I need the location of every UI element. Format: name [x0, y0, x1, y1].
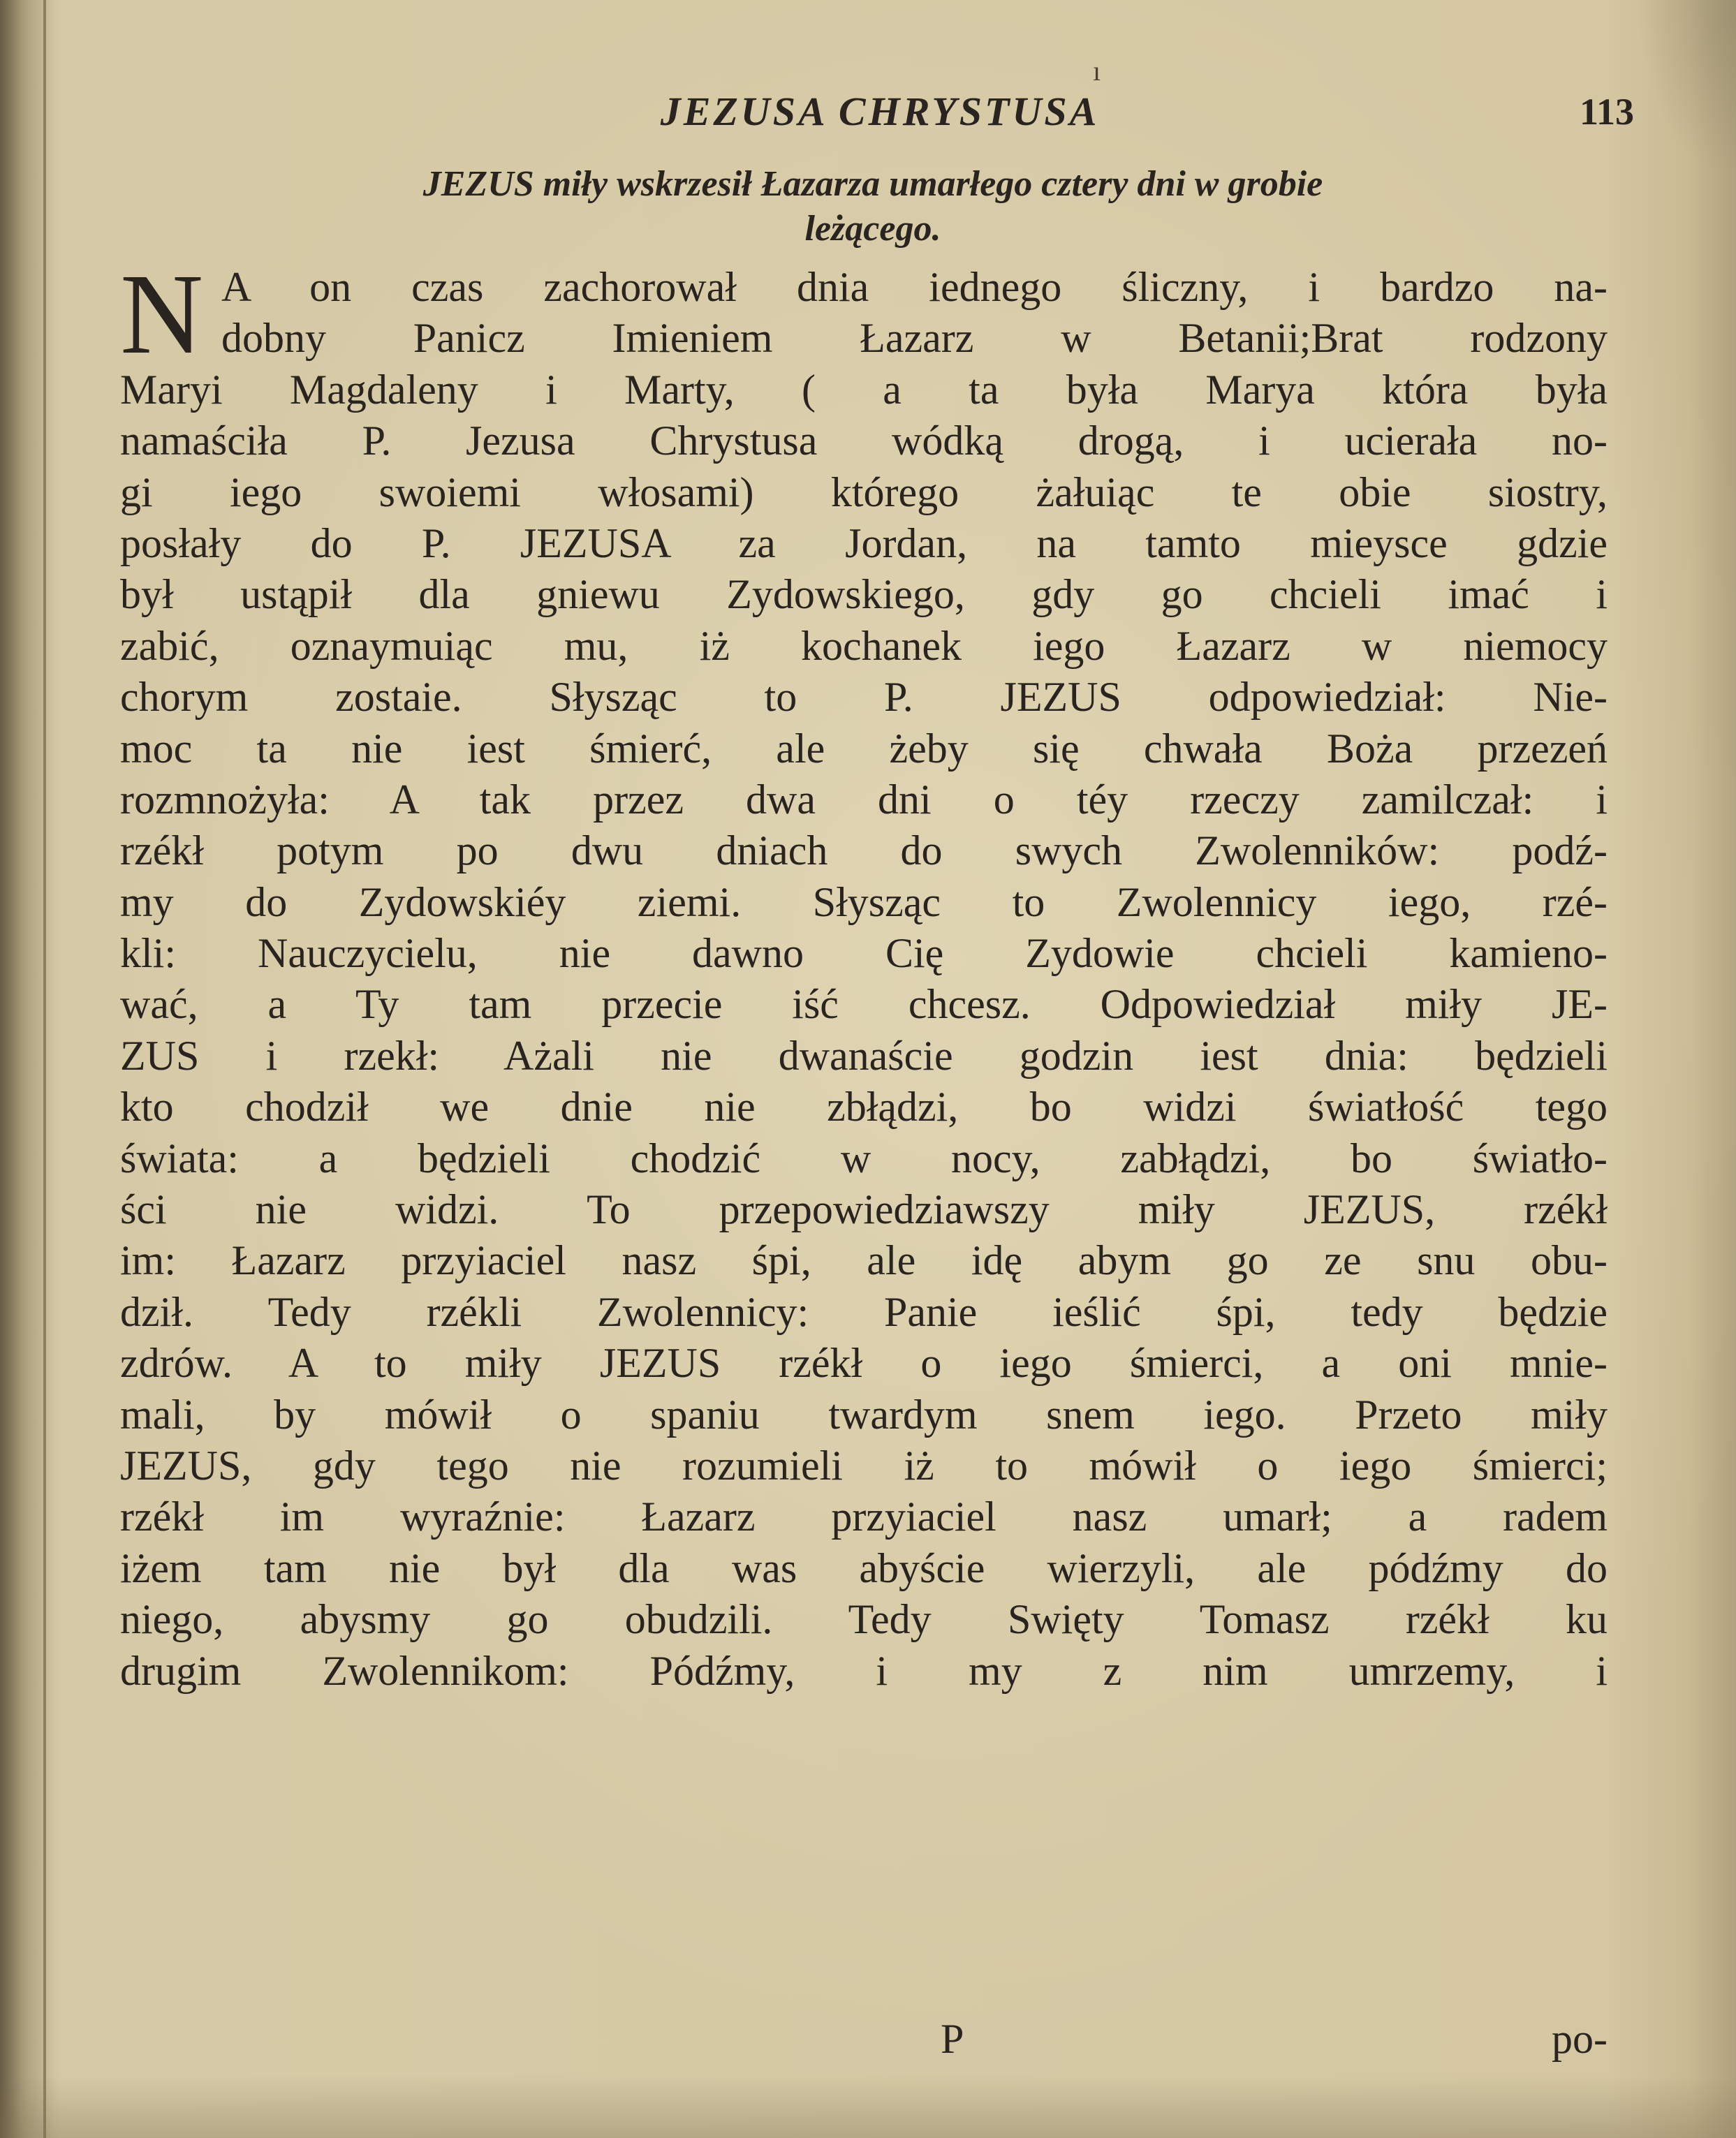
- text-line: zabić, oznaymuiąc mu, iż kochanek iego Łazarz w niemocy: [120, 622, 1608, 669]
- text-line: był ustąpił dla gniewu Zydowskiego, gdy go chcieli imać i: [120, 571, 1608, 618]
- running-title: JEZUSA CHRYSTUSA: [660, 89, 1100, 134]
- text-line: rzékł potym po dwu dniach do swych Zwolenników: podź-: [120, 827, 1608, 874]
- text-line: im: Łazarz przyiaciel nasz śpi, ale idę abym go ze snu obu-: [120, 1237, 1608, 1284]
- text-line: posłały do P. JEZUSA za Jordan, na tamto mieysce gdzie: [120, 519, 1608, 566]
- text-line: iżem tam nie był dla was abyście wierzyli, ale pódźmy do: [120, 1544, 1608, 1591]
- text-line: rozmnożyła: A tak przez dwa dni o téy rzeczy zamilczał: i: [120, 776, 1608, 823]
- corner-shade: [1638, 0, 1736, 182]
- body-text: [120, 250, 1608, 1697]
- gutter-shadow: [0, 0, 56, 2138]
- gutter-fold: [43, 0, 46, 2138]
- drop-cap: N: [120, 250, 204, 378]
- running-head: [126, 84, 1634, 140]
- text-line: my do Zydowskiéy ziemi. Słysząc to Zwolennicy iego, rzé-: [120, 878, 1608, 925]
- chapter-heading-line-2: leżącego.: [804, 209, 941, 249]
- text-line: A on czas zachorował dnia iednego śliczny, i bardzo na-: [221, 264, 1608, 310]
- catchline: [120, 2011, 1608, 2067]
- text-line: Maryi Magdaleny i Marty, ( a ta była Marya która była: [120, 366, 1608, 413]
- text-line: rzékł im wyraźnie: Łazarz przyiaciel nasz umarł; a radem: [120, 1494, 1608, 1540]
- text-line: ści nie widzi. To przepowiedziawszy miły JEZUS, rzékł: [120, 1186, 1608, 1233]
- text-line: dził. Tedy rzékli Zwolennicy: Panie ieślić śpi, tedy będzie: [120, 1288, 1608, 1335]
- text-line: kli: Nauczycielu, nie dawno Cię Zydowie chcieli kamieno-: [120, 930, 1608, 977]
- text-line: zdrów. A to miły JEZUS rzékł o iego śmierci, a oni mnie-: [120, 1340, 1608, 1387]
- text-line: świata: a będzieli chodzić w nocy, zabłądzi, bo światło-: [120, 1135, 1608, 1181]
- text-line: drugim Zwolennikom: Pódźmy, i my z nim umrzemy, i: [120, 1647, 1608, 1694]
- bottom-shade: [0, 2075, 1736, 2138]
- text-line: gi iego swoiemi włosami) którego żałuiąc te obie siostry,: [120, 469, 1608, 515]
- text-line: niego, abysmy go obudzili. Tedy Swięty Tomasz rzékł ku: [120, 1596, 1608, 1643]
- text-line: wać, a Ty tam przecie iść chcesz. Odpowiedział miły JE-: [120, 981, 1608, 1028]
- text-line: mali, by mówił o spaniu twardym snem iego. Przeto miły: [120, 1391, 1608, 1438]
- text-line: ZUS i rzekł: Ażali nie dwanaście godzin iest dnia: będzieli: [120, 1032, 1608, 1079]
- text-line: kto chodził we dnie nie zbłądzi, bo widzi światłość tego: [120, 1084, 1608, 1130]
- text-line: namaściła P. Jezusa Chrystusa wódką drogą, i ucierała no-: [120, 418, 1608, 464]
- text-line: chorym zostaie. Słysząc to P. JEZUS odpowiedział: Nie-: [120, 674, 1608, 721]
- chapter-heading: [140, 162, 1606, 251]
- text-line: moc ta nie iest śmierć, ale żeby się chwała Boża przezeń: [120, 725, 1608, 772]
- text-line: JEZUS, gdy tego nie rozumieli iż to mówił o iego śmierci;: [120, 1442, 1608, 1489]
- catchword: po-: [1552, 2016, 1608, 2062]
- page-number: 113: [1579, 91, 1634, 133]
- chapter-heading-line-1: JEZUS miły wskrzesił Łazarza umarłego cztery dni w grobie: [422, 164, 1323, 204]
- header-mark: ı: [1093, 55, 1101, 87]
- text-line: dobny Panicz Imieniem Łazarz w Betanii;Brat rodzony: [221, 315, 1608, 362]
- signature-mark: P: [941, 2016, 964, 2062]
